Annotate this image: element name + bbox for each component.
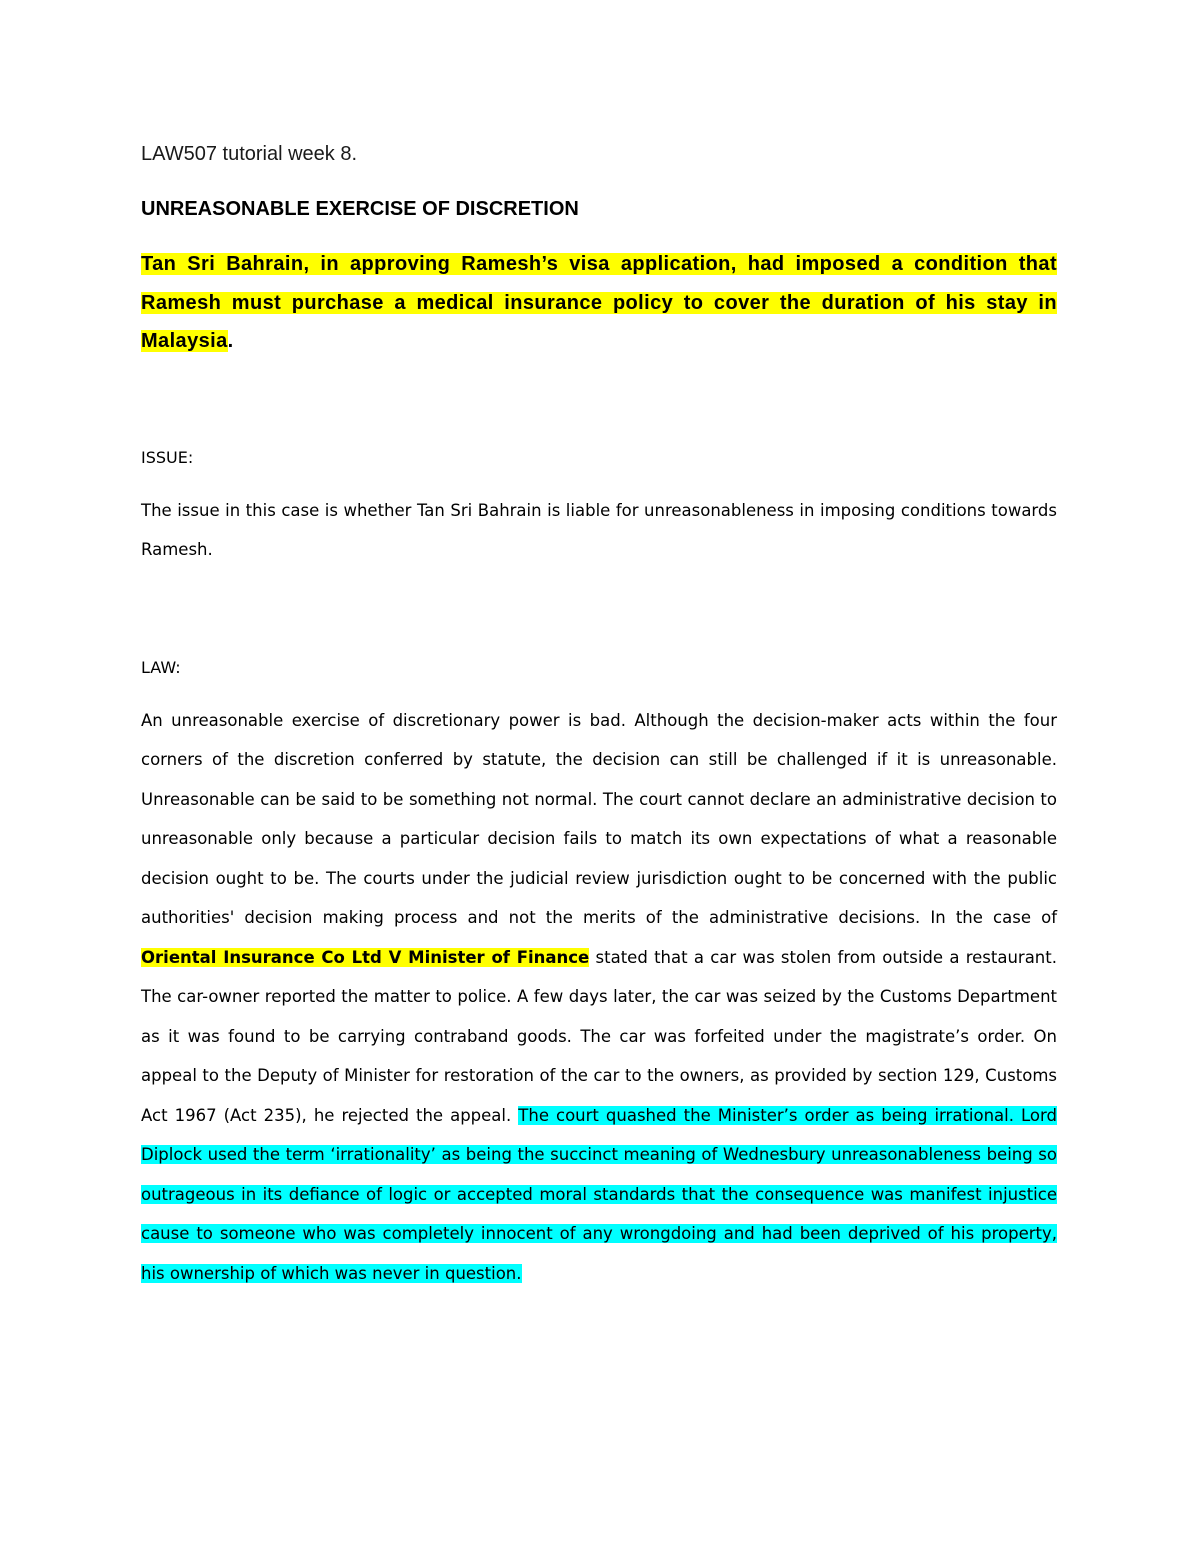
law-text-cyan-highlight: The court quashed the Minister’s order as being irrational. Lord Diplock used the term ‘irrationality’ as being the succinct meaning of Wednesbury unreasonableness being so outrageous in its defiance of logic or accepted moral standards that the consequence was manifest injustice cause to someone who was completely innocent of any wrongdoing and had been deprived of his property, his ownership of which was never in question. (141, 1105, 1057, 1283)
law-paragraph (141, 701, 1057, 1294)
law-text-facts: stated that a car was stolen from outside a restaurant. The car-owner reported the matter to police. A few days later, the car was seized by the Customs Department as it was found to be carrying contraband goods. The car was forfeited under the magistrate’s order. On appeal to the Deputy of Minister for restoration of the car to the owners, as provided by section 129, Customs Act 1967 (Act 235), he rejected the appeal. (141, 947, 1057, 1125)
document-title: LAW507 tutorial week 8. (141, 143, 358, 165)
law-label: LAW: (141, 657, 181, 677)
scenario-period: . (227, 330, 234, 352)
law-text-intro: An unreasonable exercise of discretionary power is bad. Although the decision-maker acts within the four corners of the discretion conferred by statute, the decision can still be challenged if it is unreasonable. Unreasonable can be said to be something not normal. The court cannot declare an administrative decision to unreasonable only because a particular decision fails to match its own expectations of what a reasonable decision ought to be. The courts under the judicial review jurisdiction ought to be concerned with the public authorities' decision making process and not the merits of the administrative decisions. In the case of (141, 710, 1057, 927)
document-body (141, 138, 1057, 1293)
issue-paragraph: The issue in this case is whether Tan Sri Bahrain is liable for unreasonableness in imposing conditions towards Ramesh. (141, 500, 1057, 559)
scenario-paragraph (141, 245, 1057, 361)
section-heading: UNREASONABLE EXERCISE OF DISCRETION (141, 198, 579, 220)
issue-label: ISSUE: (141, 447, 194, 467)
scenario-highlight: Tan Sri Bahrain, in approving Ramesh’s visa application, had imposed a condition that Ramesh must purchase a medical insurance policy to cover the duration of his stay in Malaysia (141, 253, 1057, 352)
case-name-highlight: Oriental Insurance Co Ltd V Minister of Finance (141, 947, 590, 967)
